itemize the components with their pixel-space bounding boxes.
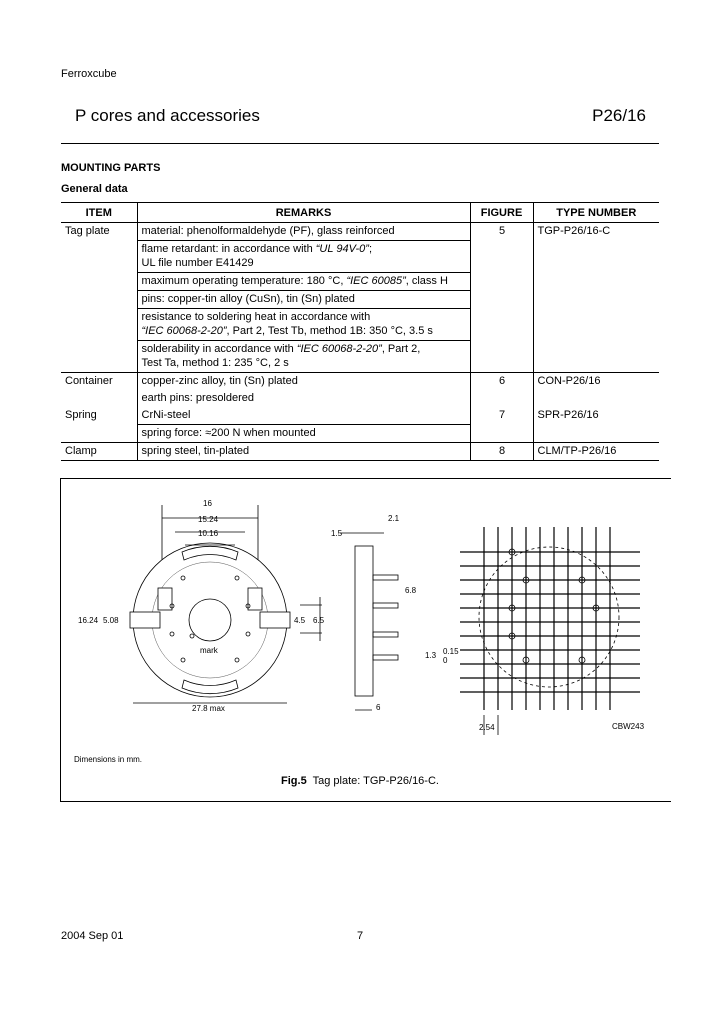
col-header-type: TYPE NUMBER xyxy=(533,203,659,223)
dim-label: 1.5 xyxy=(331,529,343,538)
type-cell: SPR-P26/16 xyxy=(533,407,659,443)
remark-cell: spring force: ≈200 N when mounted xyxy=(137,425,470,443)
remark-cell: copper-zinc alloy, tin (Sn) plated xyxy=(137,373,470,391)
remark-cell: pins: copper-tin alloy (CuSn), tin (Sn) plated xyxy=(137,291,470,309)
remark-text: UL file number E41429 xyxy=(141,257,254,269)
footprint-outline xyxy=(479,547,619,687)
remark-text: solderability in accordance with xyxy=(141,343,297,355)
standard-ref: “IEC 60068-2-20” xyxy=(141,325,227,337)
figure-caption-text: Tag plate: TGP-P26/16-C. xyxy=(306,775,439,787)
part-number: P26/16 xyxy=(592,106,646,125)
section-heading: MOUNTING PARTS xyxy=(61,162,161,174)
dim-label: 0 xyxy=(443,656,448,665)
drawing-code: CBW243 xyxy=(612,722,645,731)
remark-text: ; xyxy=(368,243,373,255)
dim-label: 27.8 max xyxy=(192,704,225,713)
dim-label: 16.24 xyxy=(78,616,99,625)
dim-label: 0.15 xyxy=(443,647,459,656)
figure-label: Fig.5 xyxy=(281,775,307,787)
remark-text: , class H xyxy=(405,275,448,287)
pin-hole xyxy=(246,632,250,636)
standard-ref: “UL 94V-0” xyxy=(315,243,369,255)
figure-cell: 8 xyxy=(470,443,533,461)
dimension-note: Dimensions in mm. xyxy=(74,755,143,764)
side-pin xyxy=(373,632,398,637)
item-cell: Spring xyxy=(65,409,97,421)
page-number: 7 xyxy=(357,930,364,942)
side-pin xyxy=(373,603,398,608)
dim-label: 2.1 xyxy=(388,514,400,523)
pin-hole xyxy=(170,632,174,636)
figure-cell: 7 xyxy=(470,407,533,443)
mark-dot xyxy=(190,634,194,638)
dim-label: 16 xyxy=(203,499,212,508)
remark-cell: spring steel, tin-plated xyxy=(137,443,470,461)
item-cell: Container xyxy=(61,373,137,408)
pin-hole xyxy=(181,658,185,662)
plate-inner-ring xyxy=(152,562,268,678)
item-cell: Tag plate xyxy=(65,225,110,237)
dim-label: 6.5 xyxy=(313,616,325,625)
pin-hole xyxy=(181,576,185,580)
bottom-slot xyxy=(182,680,238,694)
top-slot xyxy=(182,546,238,560)
side-pin xyxy=(373,575,398,580)
document-title: P cores and accessories xyxy=(75,106,260,125)
remark-text: , Part 2, xyxy=(381,343,421,355)
dim-label: 2.54 xyxy=(479,723,495,732)
standard-ref: “IEC 60068-2-20” xyxy=(296,343,382,355)
remark-text: Test Ta, method 1: 235 °C, 2 s xyxy=(141,357,289,369)
remark-text: , Part 2, Test Tb, method 1B: 350 °C, 3.5 s xyxy=(226,325,433,337)
dim-label: mark xyxy=(200,646,218,655)
col-header-item: ITEM xyxy=(61,203,137,223)
remark-cell: material: phenolformaldehyde (PF), glass reinforced xyxy=(137,223,470,241)
remark-cell: CrNi-steel xyxy=(137,407,470,425)
dim-label: 6.8 xyxy=(405,586,417,595)
footer-date: 2004 Sep 01 xyxy=(61,930,124,942)
standard-ref: “IEC 60085” xyxy=(346,275,406,287)
col-header-figure: FIGURE xyxy=(470,203,533,223)
pin-hole xyxy=(235,576,239,580)
type-cell: TGP-P26/16-C xyxy=(533,223,659,373)
figure-cell: 6 xyxy=(470,373,533,408)
pin-hole xyxy=(235,658,239,662)
dim-label: 4.5 xyxy=(294,616,306,625)
dim-label: 10.16 xyxy=(198,529,219,538)
dim-label: 1.3 xyxy=(425,651,437,660)
dim-label: 15.24 xyxy=(198,515,219,524)
center-hole xyxy=(189,599,231,641)
subsection-heading: General data xyxy=(61,183,128,195)
col-header-remarks: REMARKS xyxy=(137,203,470,223)
right-notch xyxy=(260,612,290,628)
remark-text: maximum operating temperature: 180 °C, xyxy=(141,275,347,287)
item-cell: Clamp xyxy=(61,443,137,461)
side-pin xyxy=(373,655,398,660)
type-cell: CON-P26/16 xyxy=(533,373,659,408)
side-plate xyxy=(355,546,373,696)
left-notch xyxy=(130,612,160,628)
type-cell: CLM/TP-P26/16 xyxy=(533,443,659,461)
remark-text: resistance to soldering heat in accordance with xyxy=(141,311,371,323)
dim-label: 6 xyxy=(376,703,381,712)
pcb-grid xyxy=(460,527,640,710)
dim-label: 5.08 xyxy=(103,616,119,625)
remark-cell: earth pins: presoldered xyxy=(137,390,470,407)
company-name: Ferroxcube xyxy=(61,68,117,80)
figure-cell: 5 xyxy=(470,223,533,373)
figure-caption xyxy=(0,775,720,787)
remark-text: flame retardant: in accordance with xyxy=(141,243,316,255)
